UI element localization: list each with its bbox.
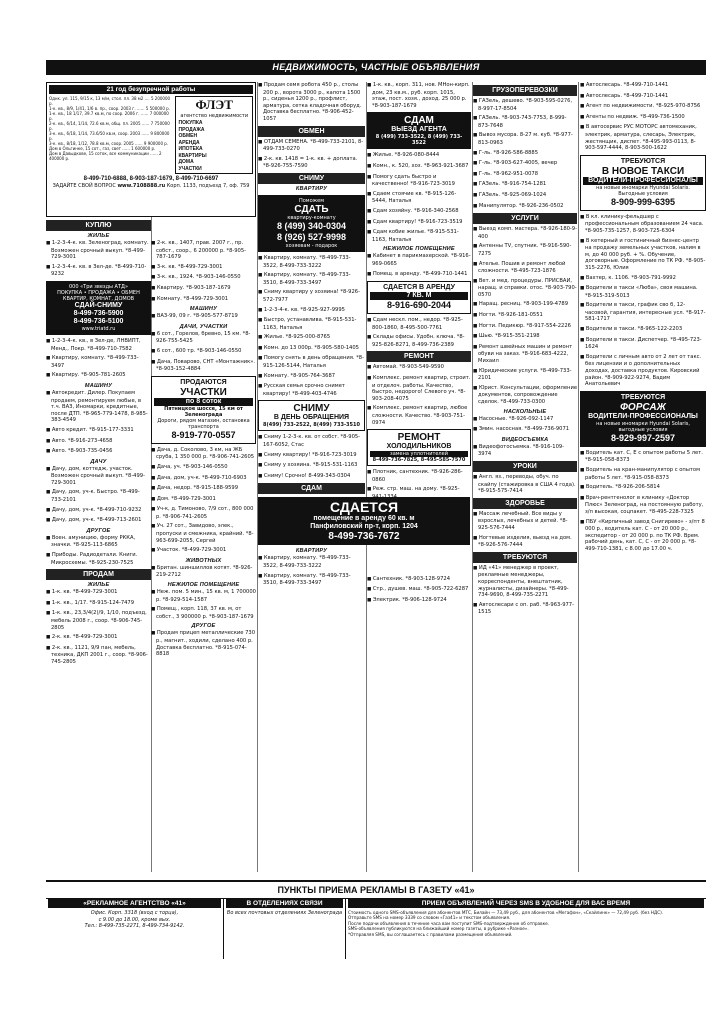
classified-ad: ■ Агенты по недвиж. *8-499-736-1500: [580, 114, 706, 122]
rent-help-title: СДАТЬ: [294, 203, 329, 215]
flat-agency-question: [49, 183, 253, 189]
ata-name: 000 «Три звезды АТД»: [68, 283, 129, 290]
listing-line: 1-к. кв., 8/9, 1/41, 1/6 в. пр., соор. 2003 г. ...... 5 500000 р.: [49, 106, 170, 111]
classified-ad: ■ Авто кредит. *8-915-177-3331: [46, 427, 151, 435]
classified-ad: ■ Юрист. Консультации, оформление документов, сопровождение сделок. *8-499-733-0300: [473, 385, 577, 406]
subrubric-other: ДРУГОЕ: [191, 623, 216, 630]
rent-day-phone: 8(499) 733-2522, 8(499) 733-3510: [263, 422, 360, 429]
classified-ad: ■ Сниму! Срочно! 8-499-343-0304: [258, 473, 365, 481]
column-6: [580, 82, 706, 872]
classified-ad: ■ Врач-рентгенолог в клинику «Доктор Плюс» Зеленоград, на постоянную работу, з/п высокая, соцпакет. *8-495-228-7325: [580, 495, 706, 516]
subrubric-car: МАШИНУ: [84, 382, 113, 389]
big-rent-desc: помещение в аренду 60 кв. м: [313, 515, 415, 523]
classified-ad: ■ Сдам квартиру! *8-916-723-3519: [367, 219, 471, 227]
classified-ad: ■ 2-к. кв., 1407, прав. 2007 г., пр. собст., соор., 6 200000 р. *8-905-787-1679: [151, 240, 256, 261]
ata-site: www.triatd.ru: [81, 325, 116, 332]
classified-ad: ■ Сдаем стоячие кв. *8-915-126-5444, Наталья: [367, 191, 471, 205]
classified-ad: ■ Водитель кат. С, Е с опытом работы 5 лет. *8-915-058-8373: [580, 450, 706, 464]
big-rent-title: СДАЕТСЯ: [329, 499, 399, 516]
classified-ad: ■ 1-2-3-4-к. кв. *8-925-927-9995: [258, 307, 365, 315]
subrubric-housing: ЖИЛЬЕ: [87, 582, 110, 589]
column-4: [367, 82, 471, 872]
rent-7m-phone: 8-916-690-2044: [386, 300, 452, 311]
rubric-wanted: ТРЕБУЮТСЯ: [473, 552, 577, 563]
classified-ad: ■ Плотник, сантехник. *8-926-286-0860: [367, 469, 471, 483]
classified-ad: ■ 1-2-3-4-к. кв. Зеленоград, комнату. Возможен срочный выкуп. *8-499-729-3001: [46, 240, 151, 261]
agency-office-head: «РЕКЛАМНОЕ АГЕНТСТВО «41»: [48, 899, 221, 908]
classified-ad: ■ Воен. амуницию, форму РККА, значки. *8-925-113-6865: [46, 535, 151, 549]
rent-help-phone: 8 (926) 527-9998: [276, 231, 347, 242]
classified-ad: ■ Квартиру, комнату. *8-499-733-3497: [46, 355, 151, 369]
ata-slogan: СДАЙ-СНИМУ: [74, 301, 123, 309]
ad-reception-title: ПУНКТЫ ПРИЕМА РЕКЛАМЫ В ГАЗЕТУ «41»: [277, 885, 475, 895]
classified-ad: ■ Дачу, дом, коттедж, участок. Возможен срочный выкуп. *8-499-729-3001: [46, 466, 151, 487]
classified-ad: ■ Автослесарь. *8-499-710-1441: [580, 93, 706, 101]
classified-ad: ■ Уч-к, д. Тимоново, 7/9 сот., 800 000 р. *8-906-741-2605: [151, 506, 256, 520]
classified-ad: ■ Квартиру, комнату. *8-499-733-3522, 8-499-733-3222: [258, 555, 365, 569]
rubric-repair: РЕМОНТ: [367, 351, 471, 362]
classified-ad: ■ Ногти. Педикюр. *8-917-554-2226: [473, 323, 577, 331]
subrubric-flats: КВАРТИРУ: [295, 548, 328, 555]
classified-ad: ■ Кабинет в парикмахерской. *8-916-969-0665: [367, 253, 471, 267]
section-header: НЕДВИЖИМОСТЬ, ЧАСТНЫЕ ОБЪЯВЛЕНИЯ: [46, 60, 706, 75]
listing-line: 3-к. кв., 8/18, 1/12, 78.8 кв.м, соор. 2005 ...... 9 900000 р.: [49, 141, 169, 146]
classified-ad: ■ Юридические услуги. *8-499-733-2101: [473, 368, 577, 382]
classified-ad: ■ Вет. и мед. процедуры. ПРИСВАИ, наращ. и справки. отос. *8-903-790-0570: [473, 278, 577, 299]
classified-ad: ■ Авто. *8-903-735-0456: [46, 448, 151, 456]
subrubric-pets: ЖИВОТНЫХ: [185, 557, 222, 564]
listing-line: Однк. ул. 115, 9/15 к, 13 м/м, стол. пл. 38 м2 .... 5 200000 р.: [49, 96, 171, 106]
classified-ad: ■ Комплекс. ремонт квартир, любое сложности. Качество. *8-903-751-0974: [367, 405, 471, 426]
classified-ad: ■ Жилье. *8-925-000-8765: [258, 334, 365, 342]
classified-ad: ■ Дом. *8-499-729-3001: [151, 496, 256, 504]
rent-7m-size: 7 КВ. М: [370, 292, 468, 300]
classified-ad: ■ Водитель на кран-манипулятор с опытом работы 5 лет. *8-915-058-8373: [580, 467, 706, 481]
flat-logo-text: ФЛЭТ: [195, 97, 233, 112]
rubric-sell: ПРОДАМ: [46, 569, 151, 580]
classified-ad: ■ Насосные. *8-926-092-1147: [473, 416, 577, 424]
classified-ad: ■ Квартиру. *8-905-781-2605: [46, 372, 151, 380]
rent-day-ad: [258, 400, 365, 431]
classified-ad: ■ Квартиру, комнату. *8-499-733-3522, 8-499-733-3222: [258, 255, 365, 269]
classified-ad: ■ Авто. *8-916-273-4658: [46, 438, 151, 446]
classified-ad: ■ Реж. стр. маш. на дому. *8-925-941-1334: [367, 486, 471, 500]
spacer: [367, 504, 471, 576]
sms-line: Отправьте SMS на номер 3339 со словом «Газ41» и текстом объявления.: [348, 915, 511, 921]
fridge-sub: ХОЛОДИЛЬНИКОВ: [386, 443, 452, 451]
sms-line: После подачи объявления в течение часа вам поступит SMS-подтверждение об отправке.: [348, 920, 550, 926]
fridge-repair-ad: [367, 429, 471, 466]
classified-ad: ■ Г-ль. *8-903-627-4005, вечер: [473, 160, 577, 168]
classified-ad: ■ Шью. *8-915-351-2198: [473, 333, 577, 341]
classified-ad: ■ Дачу, дом, уч-к. *8-499-713-2601: [46, 517, 151, 525]
classified-ad: ■ В кл. клинику-фельдшер с профессиональным образованием 24 часа. *8-905-735-1257, 8-903-725-6304: [580, 214, 706, 235]
classified-ad: ■ Уч. 27 сот., Завидово, элек., пропуски и смежника, крайний. *8-963-699-2055, Сергей: [151, 523, 256, 544]
subrubric-nonresidential: НЕЖИЛОЕ ПОМЕЩЕНИЕ: [167, 582, 240, 589]
classified-ad: ■ Помогу сдать быстро и качественно! *8-916-723-3019: [367, 174, 471, 188]
classified-ad: ■ Сниму квартиру! *8-916-723-3019: [258, 452, 365, 460]
sms-reception: [346, 899, 706, 959]
classified-ad: ■ Дача, недор. *8-915-188-9599: [151, 485, 256, 493]
fridge-title: РЕМОНТ: [397, 432, 441, 444]
classified-ad: ■ Водители в такси. *8-965-122-2203: [580, 326, 706, 334]
classified-ad: ■ Дача, уч. *8-903-146-0550: [151, 464, 256, 472]
classified-ad: ■ Комн., к. 520, хоз. *8-963-921-3687: [367, 163, 471, 171]
ad-reception-points: [46, 880, 706, 966]
rent-7m-ad: [367, 281, 471, 314]
classified-ad: ■ Ногтевые изделия, выезд на дом. *8-926-576-7444: [473, 535, 577, 549]
sms-reception-head: ПРИЕМ ОБЪЯВЛЕНИЙ ЧЕРЕЗ SMS В УДОБНОЕ ДЛЯ ВАС ВРЕМЯ: [348, 899, 704, 908]
classified-ad: ■ 1-к. кв., корп. 311, нов. МНон-кирп. дом, 23 кв.м., руб. корп. 1015, этаж, пост. хозя., доход. 25 000 р. *8-903-187-1679: [367, 82, 471, 109]
listing-line: Дом в Ольгинке, 15 сот., газ, свет ...... 1 600000 р.: [49, 146, 156, 151]
flat-logo-sub: агентство недвижимости: [180, 113, 249, 119]
flat-agency-address: Корп. 1133, подъезд 7, оф. 759: [166, 183, 250, 189]
column-5: [473, 82, 577, 872]
classified-ad: ■ Выезд комп. мастера. *8-926-180-9-400: [473, 226, 577, 240]
ata-phone: 8-499-736-5900: [73, 309, 124, 317]
classified-ad: ■ Дача, дом, уч-к. *8-499-710-6903: [151, 475, 256, 483]
classified-ad: ■ Дача, д. Соколово, 3 км, на ЖБ сруба, 1 350 000 р. *8-906-741-2605: [151, 447, 256, 461]
classified-ad: ■ Помещ., корп. 118, 37 кв. м, от собст., 3 900000 р. *8-903-187-1679: [151, 606, 256, 620]
agency-office: [46, 899, 224, 959]
rent-day-sub: В ДЕНЬ ОБРАЩЕНИЯ: [273, 414, 350, 422]
subrubric-flats: КВАРТИРУ: [295, 185, 328, 192]
plots-phone: 8-919-770-0557: [171, 429, 236, 440]
rent-help-intro: Поможем: [298, 197, 324, 204]
classified-ad: ■ ПБУ «Кирпичный завод Снигирево» - з/пт 8 000 р., водитель кат. С - от 20 000 р., экспедитор - от 20 000 р. по ТК РФ. Врем. рабочий день, кат. С, С - от 20 000 р. *8-499-710-1381, с 8.00 до 17.00 ч.: [580, 519, 706, 553]
classified-ad: ■ Водитель. *8-926-206-5814: [580, 484, 706, 492]
rent-help-phone: 8 (499) 340-0304: [276, 220, 347, 231]
classified-ad: ■ Помещ. в аренду. *8-499-710-1441: [367, 271, 471, 279]
listing-line: Дом в Давыдкове, 15 соток, все коммуникации ...... 2 400000 р.: [49, 151, 162, 161]
rubric-health: ЗДОРОВЬЕ: [473, 498, 577, 509]
rubric-buy: КУПЛЮ: [46, 220, 151, 231]
classified-ad: ■ Англ. яз., переводы, обуч. по скайпу (стажировка в США 4 года). *8-915-575-7414: [473, 474, 577, 495]
classified-ad: ■ ИД «41» менеджер в проект, рекламные менеджеры, корреспонденты, внештатник, журналисты, дизайнеры. *8-499-734-9690, 8-499-735-2271: [473, 565, 577, 599]
flat-agency-phones: 8-499-710-6888, 8-903-187-1679, 8-499-710-6697: [83, 176, 219, 182]
classified-ad: ■ Комн. до 13 000р. *8-905-580-1405: [258, 345, 365, 353]
classified-ad: ■ Жилье. *8-926-080-8444: [367, 152, 471, 160]
classified-ad: ■ Автокредит. Дилер. Покупаем продаем, ремонтируем любые, в т.ч. ВАЗ, Иномарки, кредитные, после ДТП. *8-965-779-1478, 8-985-383-4549: [46, 390, 151, 424]
sms-line: *Отправляя SMS, вы соглашаетесь с правилами размещения объявлений.: [348, 931, 513, 937]
classified-ad: ■ ОТДАМ СЕМЕНА. *8-499-733-2101, 8-499-733-0270: [258, 139, 365, 153]
taxi-note: на новые иномарки Hyundai Solaris. Выгодные условия: [596, 184, 690, 197]
classified-ad: ■ ГАЗель, дешево. *8-903-595-0276, 8-997-17-8504: [473, 98, 577, 112]
classified-ad: ■ Прибоды. Радиодетали. Книги. Микросхемы. *8-925-230-7525: [46, 552, 151, 566]
service-item: КВАРТИРЫ: [178, 152, 207, 159]
classified-ad: ■ Стр., душев. маш. *8-905-722-6287: [367, 586, 471, 594]
classified-ad: ■ Дача, Поварово, СНТ «Монтажник». *8-903-152-4884: [151, 359, 256, 373]
classified-ad: ■ 1-2-3-4-к. кв., в Зел-де, ЛНВИПТ, Менд., Покр. *8-499-710-7582: [46, 338, 151, 352]
subrubric-pumps: НАСКОЛЬНЫЕ: [503, 408, 547, 415]
classified-ad: ■ Помогу снять в день обращения. *8-915-126-5144, Наталья: [258, 355, 365, 369]
column-divider: [578, 82, 579, 872]
rent-help-note: хозяевам - подарок: [285, 242, 338, 249]
classified-ad: ■ Квартиру. *8-903-187-1679: [151, 285, 256, 293]
classified-ad: ■ Водители в такси, график сво б, 12-часовой, гарантия, интересные усл. *8-917-581-1717: [580, 302, 706, 323]
service-item: ИПОТЕКА: [178, 146, 203, 152]
taxi-ad: [580, 155, 706, 211]
classified-ad: ■ Неж. пом. 5 мин., 15 кв. м, 1 700000 р. *8-929-514-1587: [151, 589, 256, 603]
rent-7m-title: СДАЕТСЯ В АРЕНДУ: [383, 284, 455, 292]
plots-size: по 8 соток: [154, 398, 253, 406]
classified-ad: ■ Комплекс. ремонт квартир, строит. и отделоч. работы. Качество, быстро, недорого! Слевого уч. *8-903-208-4075: [367, 375, 471, 402]
listing-line: 1-к. кв., 18 1/17, 39.7 кв.м, по соор. 2006 г. ...... 7 000000 р.: [49, 111, 169, 121]
classified-ad: ■ Сдам нескл. пом., недор. *8-925-800-1860, 8-495-500-7761: [367, 317, 471, 331]
subrubric-nonresidential: НЕЖИЛОЕ ПОМЕЩЕНИЕ: [383, 246, 455, 253]
forsazh-note: на новые иномарки Hyundai Solaris, выгодные условия: [596, 420, 690, 433]
classified-ad: ■ Русская семья срочно снимет квартиру! *8-499-403-4746: [258, 383, 365, 397]
flat-services-list: [176, 119, 252, 173]
flat-agency-site: www.7108888.ru: [117, 183, 166, 189]
question-label: ЗАДАЙТЕ СВОЙ ВОПРОС: [52, 183, 116, 189]
classified-ad: ■ Британ. шиншиллов котят. *8-926-219-2712: [151, 565, 256, 579]
taxi-title-big: В НОВОЕ ТАКСИ: [601, 165, 685, 177]
rent-help-ad: [258, 195, 365, 252]
flat-agency-title: 21 год безупречной работы: [49, 85, 253, 94]
classified-ad: ■ 2-к. кв. 1418 = 1-к. кв. + доплата. *8-926-755-7590: [258, 156, 365, 170]
classified-ad: ■ Автомай. *8-903-549-9590: [367, 364, 471, 372]
classified-ad: ■ Агент по недвижимости. *8-925-970-8756: [580, 103, 706, 111]
classified-ad: ■ Массаж лечебный. Все виды у взрослых, лечебных и детей. *8-925-576-7444: [473, 511, 577, 532]
subrubric-dacha: ДАЧИ, УЧАСТКИ: [179, 323, 228, 330]
classified-ad: ■ 6 сот., 600 тр. *8-903-146-0550: [151, 348, 256, 356]
classified-ad: ■ Квартиру, комнату. *8-499-733-3510, 8-499-733-3497: [258, 272, 365, 286]
classified-ad: ■ Вывоз мусора. 8-27 м. куб. *8-977-813-0963: [473, 132, 577, 146]
taxi-phone: 8-909-999-6395: [610, 196, 676, 207]
classified-ad: ■ Участок. *8-499-729-3001: [151, 547, 256, 555]
flat-agency-logo: [175, 96, 253, 174]
subrubric-housing: ЖИЛЬЕ: [87, 233, 110, 239]
rubric-services: УСЛУГИ: [473, 213, 577, 224]
classified-ad: ■ Сниму квартиру у хозяина! *8-926-572-7977: [258, 289, 365, 303]
flat-agency-listings: [49, 96, 171, 161]
fridge-note: замена уплотнителей: [370, 451, 468, 457]
classified-ad: ■ 6 сот., Горелов, бревно, 15 км. *8-926-755-5425: [151, 331, 256, 345]
forsazh-drivers: ВОДИТЕЛИ-ПРОФЕССИОНАЛЫ: [588, 412, 698, 420]
classified-ad: ■ Сниму у хозяина. *8-915-531-1163: [258, 462, 365, 470]
classified-ad: ■ Продам прицеп металлические 730 р., магнит., ходили, сделано 400 р. Доставка бесплатно. *8-915-074-8818: [151, 630, 256, 657]
rent-agent-phone: 8 (499) 733-3522, 8 (499) 733-3522: [375, 134, 463, 147]
rent-help-sub: квартиру-комнату: [287, 214, 336, 221]
taxi-title: ТРЕБУЮТСЯ: [620, 157, 666, 165]
subrubric-other: ДРУГОЕ: [86, 527, 111, 534]
subrubric-car: МАШИНУ: [189, 306, 218, 313]
service-item: ОБМЕН: [178, 133, 198, 139]
plots-location: Пятницкое шоссе, 15 км от Зеленограда: [164, 405, 243, 418]
rent-agent-ad: [367, 112, 471, 149]
agency-office-line: с 9.00 до 18.00, кроме вых.: [98, 916, 171, 923]
classified-ad: ■ Наращ. ресниц. *8-903-199-4789: [473, 301, 577, 309]
classified-ad: ■ Комнату. *8-499-729-3001: [151, 296, 256, 304]
agency-office-line: Тел.: 8-499-735-2271, 8-499-734-9142.: [84, 923, 185, 929]
forsazh-phone: 8-929-997-2597: [610, 432, 676, 443]
classified-ad: ■ Дачу, дом, уч-к. Быстро. *8-499-733-2101: [46, 489, 151, 503]
classified-ad: ■ Продам семя робота 450 р., столы 200 р., ворота 3000 р., капота 1500 р., сиденья 1200 р., профлист, арматура, сетка кладочная оборуд. Доставка бесплатно. *8-906-452-1057: [258, 82, 365, 123]
big-rent-address: Панфиловский пр-т, корп. 1204: [310, 523, 418, 531]
classified-ad: ■ Сдам хозяйну. *8-916-340-2568: [367, 208, 471, 216]
rent-agent-sub: ВЫЕЗД АГЕНТА: [391, 126, 447, 134]
post-offices-head: В ОТДЕЛЕНИЯХ СВЯЗИ: [226, 899, 343, 908]
service-item: УЧАСТКИ: [178, 165, 202, 172]
ata-phone: 8-499-736-5100: [73, 317, 124, 325]
classified-ad: ■ Дачу, дом, уч-к. *8-499-710-9232: [46, 507, 151, 515]
column-2: [151, 240, 256, 872]
classified-ad: ■ Ателье. Пошив и ремонт любой сложности. *8-495-723-1876: [473, 261, 577, 275]
classified-ad: ■ Ремонт швейных машин и ремонт обуви на заказ. *8-916-683-4222, Михаил: [473, 344, 577, 365]
taxi-drivers: ВОДИТЕЛИ-ПРОФЕССИОНАЛЫ: [583, 177, 703, 185]
classified-ad: ■ 1-2-3-4-к. кв. в Зел-де. *8-499-710-9232: [46, 264, 151, 278]
classified-ad: ■ 1-к. кв., 1/17. *8-915-124-7479: [46, 600, 151, 608]
plots-ad: [151, 376, 256, 444]
forsazh-ad: [580, 391, 706, 447]
classified-ad: ■ В автосервис РУС МОТОРС автомеханик, электрик, арматура, слесарь, Электрик, жестянщик, диспет. *8-495-993-0113, 8-903-597-4444, 8-903-500-1622: [580, 124, 706, 151]
ata-services: ПОКУПКА • ПРОДАЖА • ОБМЕН КВАРТИР, КОМНАТ, ДОМОВ: [57, 289, 140, 302]
classified-ad: ■ 3-к. кв., 1924. *8-903-146-0550: [151, 274, 256, 282]
listing-line: 2-к. кв., 6/14, 1/14, 72.6 кв.м, общ. пл. 2005 ...... 7 750000 р.: [49, 121, 170, 131]
ad-reception-columns: [46, 898, 706, 959]
service-item: ПРОДАЖА: [178, 126, 205, 133]
rubric-cargo: ГРУЗОПЕРЕВОЗКИ: [473, 85, 577, 96]
classified-ad: ■ Сантехник. *8-903-128-9724: [367, 576, 471, 584]
classified-ad: ■ Г-ль. *8-926-586-8885: [473, 150, 577, 158]
plots-title-big: УЧАСТКИ: [180, 386, 227, 398]
service-item: ДОМА: [178, 159, 194, 165]
classified-ad: ■ Автослесарь. *8-499-710-1441: [580, 82, 706, 90]
agency-office-line: Офис. Корп. 3318 (вход с торца),: [90, 910, 179, 916]
plots-title: ПРОДАЮТСЯ: [180, 378, 227, 386]
post-offices: [224, 899, 346, 959]
classified-ad: ■ Электрик. *8-906-128-9724: [367, 597, 471, 605]
classified-ad: ■ Сдам кобие жилье. *8-915-531-1163, Наталья: [367, 229, 471, 243]
forsazh-title: ТРЕБУЮТСЯ: [620, 393, 666, 401]
listing-line: 3-к. кв., 6/18, 1/14, 73.6/50 кв.м, соор. 2003 ...... 9 800000 р.: [49, 131, 170, 141]
classified-ad: ■ 1-к. кв. *8-499-729-3001: [46, 589, 151, 597]
classified-ad: ■ Сниму 1-2-3-к. кв. от собст. *8-905-167-6052, Стас: [258, 434, 365, 448]
ata-ad: [46, 281, 151, 335]
plots-note: Дороги, рядом магазин, остановка транспорта: [157, 417, 250, 430]
classified-ad: ■ 1-к. кв., 23,3/4(2)/9, 1/10, подъезд, мебель 2008 г., соор. *8-906-745-2805: [46, 610, 151, 631]
sms-line: SMS-объявления публикуются на ближайший номер газеты, в рубрике «Разное».: [348, 926, 529, 932]
sms-line: Стоимость одного SMS-объявления для абонентов МТС, Билайн — 73,49 руб., для абонентов «Мегафон», «Скайлинк» — 72,49 руб. (без НДС).: [348, 910, 664, 915]
subrubric-video: ВИДЕОСЪЕМКА: [501, 436, 549, 443]
fridge-phone: 8-499-736-7825, 8-495-585-7570: [372, 457, 466, 464]
classified-ad: ■ 2-к. кв. *8-499-729-3001: [46, 634, 151, 642]
classified-ad: ■ Вахтер, к. 1106. *8-903-791-9992: [580, 275, 706, 283]
classified-ad: ■ Г-ль. *8-962-951-0078: [473, 171, 577, 179]
classified-ad: ■ Видеофотосъемка. *8-916-109-3974: [473, 444, 577, 458]
service-item: ПОКУПКА: [178, 120, 203, 126]
classified-ad: ■ Автослесари с оп. раб. *8-963-977-1515: [473, 602, 577, 616]
classified-ad: ■ Водители в такси «Люба», своя машина. *8-915-319-5013: [580, 285, 706, 299]
classified-ad: ■ ГАЗель. *8-903-743-7753, 8-999-873-7648: [473, 115, 577, 129]
rubric-rent-want: СНИМУ: [258, 173, 365, 184]
classified-ad: ■ 3-к. кв. *8-499-729-3001: [151, 264, 256, 272]
classified-ad: ■ Водители с личным авто от 2 лет от такс. без лицензии и о дополнительных доходах, доставка продуктов. Кировский район. *8-909-922-9274, Вадим Анатольевич: [580, 354, 706, 388]
classified-ad: ■ Антенны TV, спутник. *8-916-590-7275: [473, 243, 577, 257]
classified-ad: ■ Быстро, устанавлива. *8-915-531-1163, Наталья: [258, 317, 365, 331]
rubric-lessons: УРОКИ: [473, 461, 577, 472]
classified-ad: ■ Водители в такси. Диспетчер. *8-495-723-1624: [580, 337, 706, 351]
big-rent-phone: 8-499-736-7672: [328, 531, 400, 543]
classified-ad: ■ ГАЗель. *8-925-069-1024: [473, 192, 577, 200]
classified-ad: ■ 2-к. кв., 1121, 9/9 пан, мебель, техника, ДКП 2001 г., соор. *8-906-745-2805: [46, 645, 151, 666]
subrubric-dacha: ДАЧУ: [90, 458, 107, 465]
classified-ad: ■ Комнату. *8-905-764-3687: [258, 373, 365, 381]
classified-ad: ■ ВАЗ-99, 09 г. *8-905-577-8719: [151, 313, 256, 321]
rubric-rent-out: СДАМ: [258, 483, 365, 494]
forsazh-logo: ФОРСАЖ: [620, 401, 666, 413]
rent-agent-title: СДАМ: [404, 115, 434, 127]
classified-ad: ■ В кетерный и гостиничный бизнес-центр на продажу земельных участков, налим в м, до 40 000 руб. + %. Обучение, договорные. Оформление по ТК РФ. *8-905-315-2276, Юлия: [580, 238, 706, 272]
rent-day-title: СНИМУ: [293, 403, 330, 415]
service-item: АРЕНДА: [178, 139, 200, 146]
classified-ad: ■ Змин. насосная. *8-499-736-9071: [473, 426, 577, 434]
post-offices-line: Во всех почтовых отделениях Зеленограда: [226, 910, 343, 916]
classified-ad: ■ Манипулятор. *8-926-236-0502: [473, 203, 577, 211]
classified-ad: ■ ГАЗель. *8-916-754-1281: [473, 181, 577, 189]
rubric-exchange: ОБМЕН: [258, 126, 365, 137]
flat-agency-ad: [46, 82, 256, 217]
classified-ad: ■ Склады офисы. Удобн. ключа. *8-925-826-8271, 8-499-736-2389: [367, 334, 471, 348]
classified-ad: ■ Ногти. *8-926-181-0551: [473, 312, 577, 320]
classified-ad: ■ Квартиру, комнату. *8-499-733-3510, 8-499-733-3497: [258, 573, 365, 587]
